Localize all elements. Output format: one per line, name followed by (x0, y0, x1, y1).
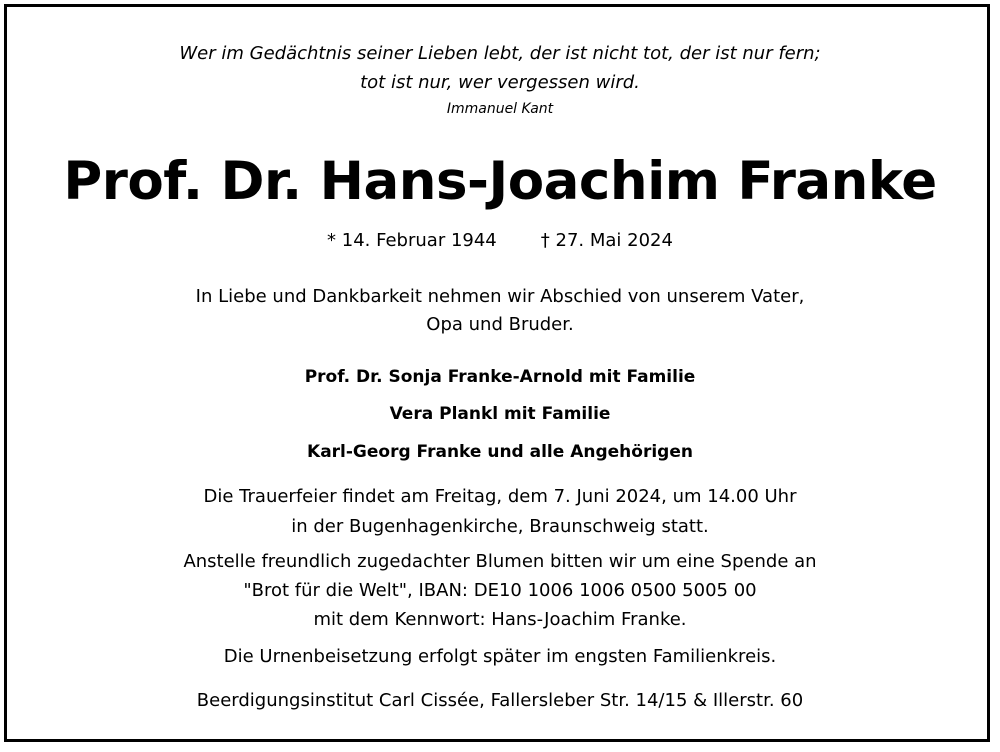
mourner-3: Karl-Georg Franke und alle Angehörigen (307, 442, 693, 462)
quote-line-1: Wer im Gedächtnis seiner Lieben lebt, der ist nicht tot, der ist nur fern; (179, 43, 821, 64)
service-line-1: Die Trauerfeier findet am Freitag, dem 7. Juni 2024, um 14.00 Uhr (203, 486, 797, 507)
donation-line-2: "Brot für die Welt", IBAN: DE10 1006 1006 0500 5005 00 (243, 580, 757, 601)
burial-note: Die Urnenbeisetzung erfolgt später im engsten Familienkreis. (223, 646, 777, 667)
farewell-line-2: Opa und Bruder. (426, 314, 574, 335)
birth-date: * 14. Februar 1944 (327, 230, 497, 251)
life-dates (0, 230, 1000, 252)
donation-line-3: mit dem Kennwort: Hans-Joachim Franke. (313, 609, 687, 630)
donation-line-1: Anstelle freundlich zugedachter Blumen bitten wir um eine Spende an (183, 551, 817, 572)
mourner-1: Prof. Dr. Sonja Franke-Arnold mit Familie (304, 367, 696, 387)
deceased-name: Prof. Dr. Hans-Joachim Franke (63, 151, 937, 212)
undertaker-info: Beerdigungsinstitut Carl Cissée, Fallersleber Str. 14/15 & Illerstr. 60 (196, 690, 804, 711)
service-line-2: in der Bugenhagenkirche, Braunschweig statt. (291, 516, 709, 537)
mourner-2: Vera Plankl mit Familie (389, 404, 611, 424)
quote-line-2: tot ist nur, wer vergessen wird. (360, 72, 640, 93)
quote-author: Immanuel Kant (446, 101, 554, 117)
farewell-line-1: In Liebe und Dankbarkeit nehmen wir Abschied von unserem Vater, (195, 286, 805, 307)
death-date: † 27. Mai 2024 (540, 230, 673, 251)
